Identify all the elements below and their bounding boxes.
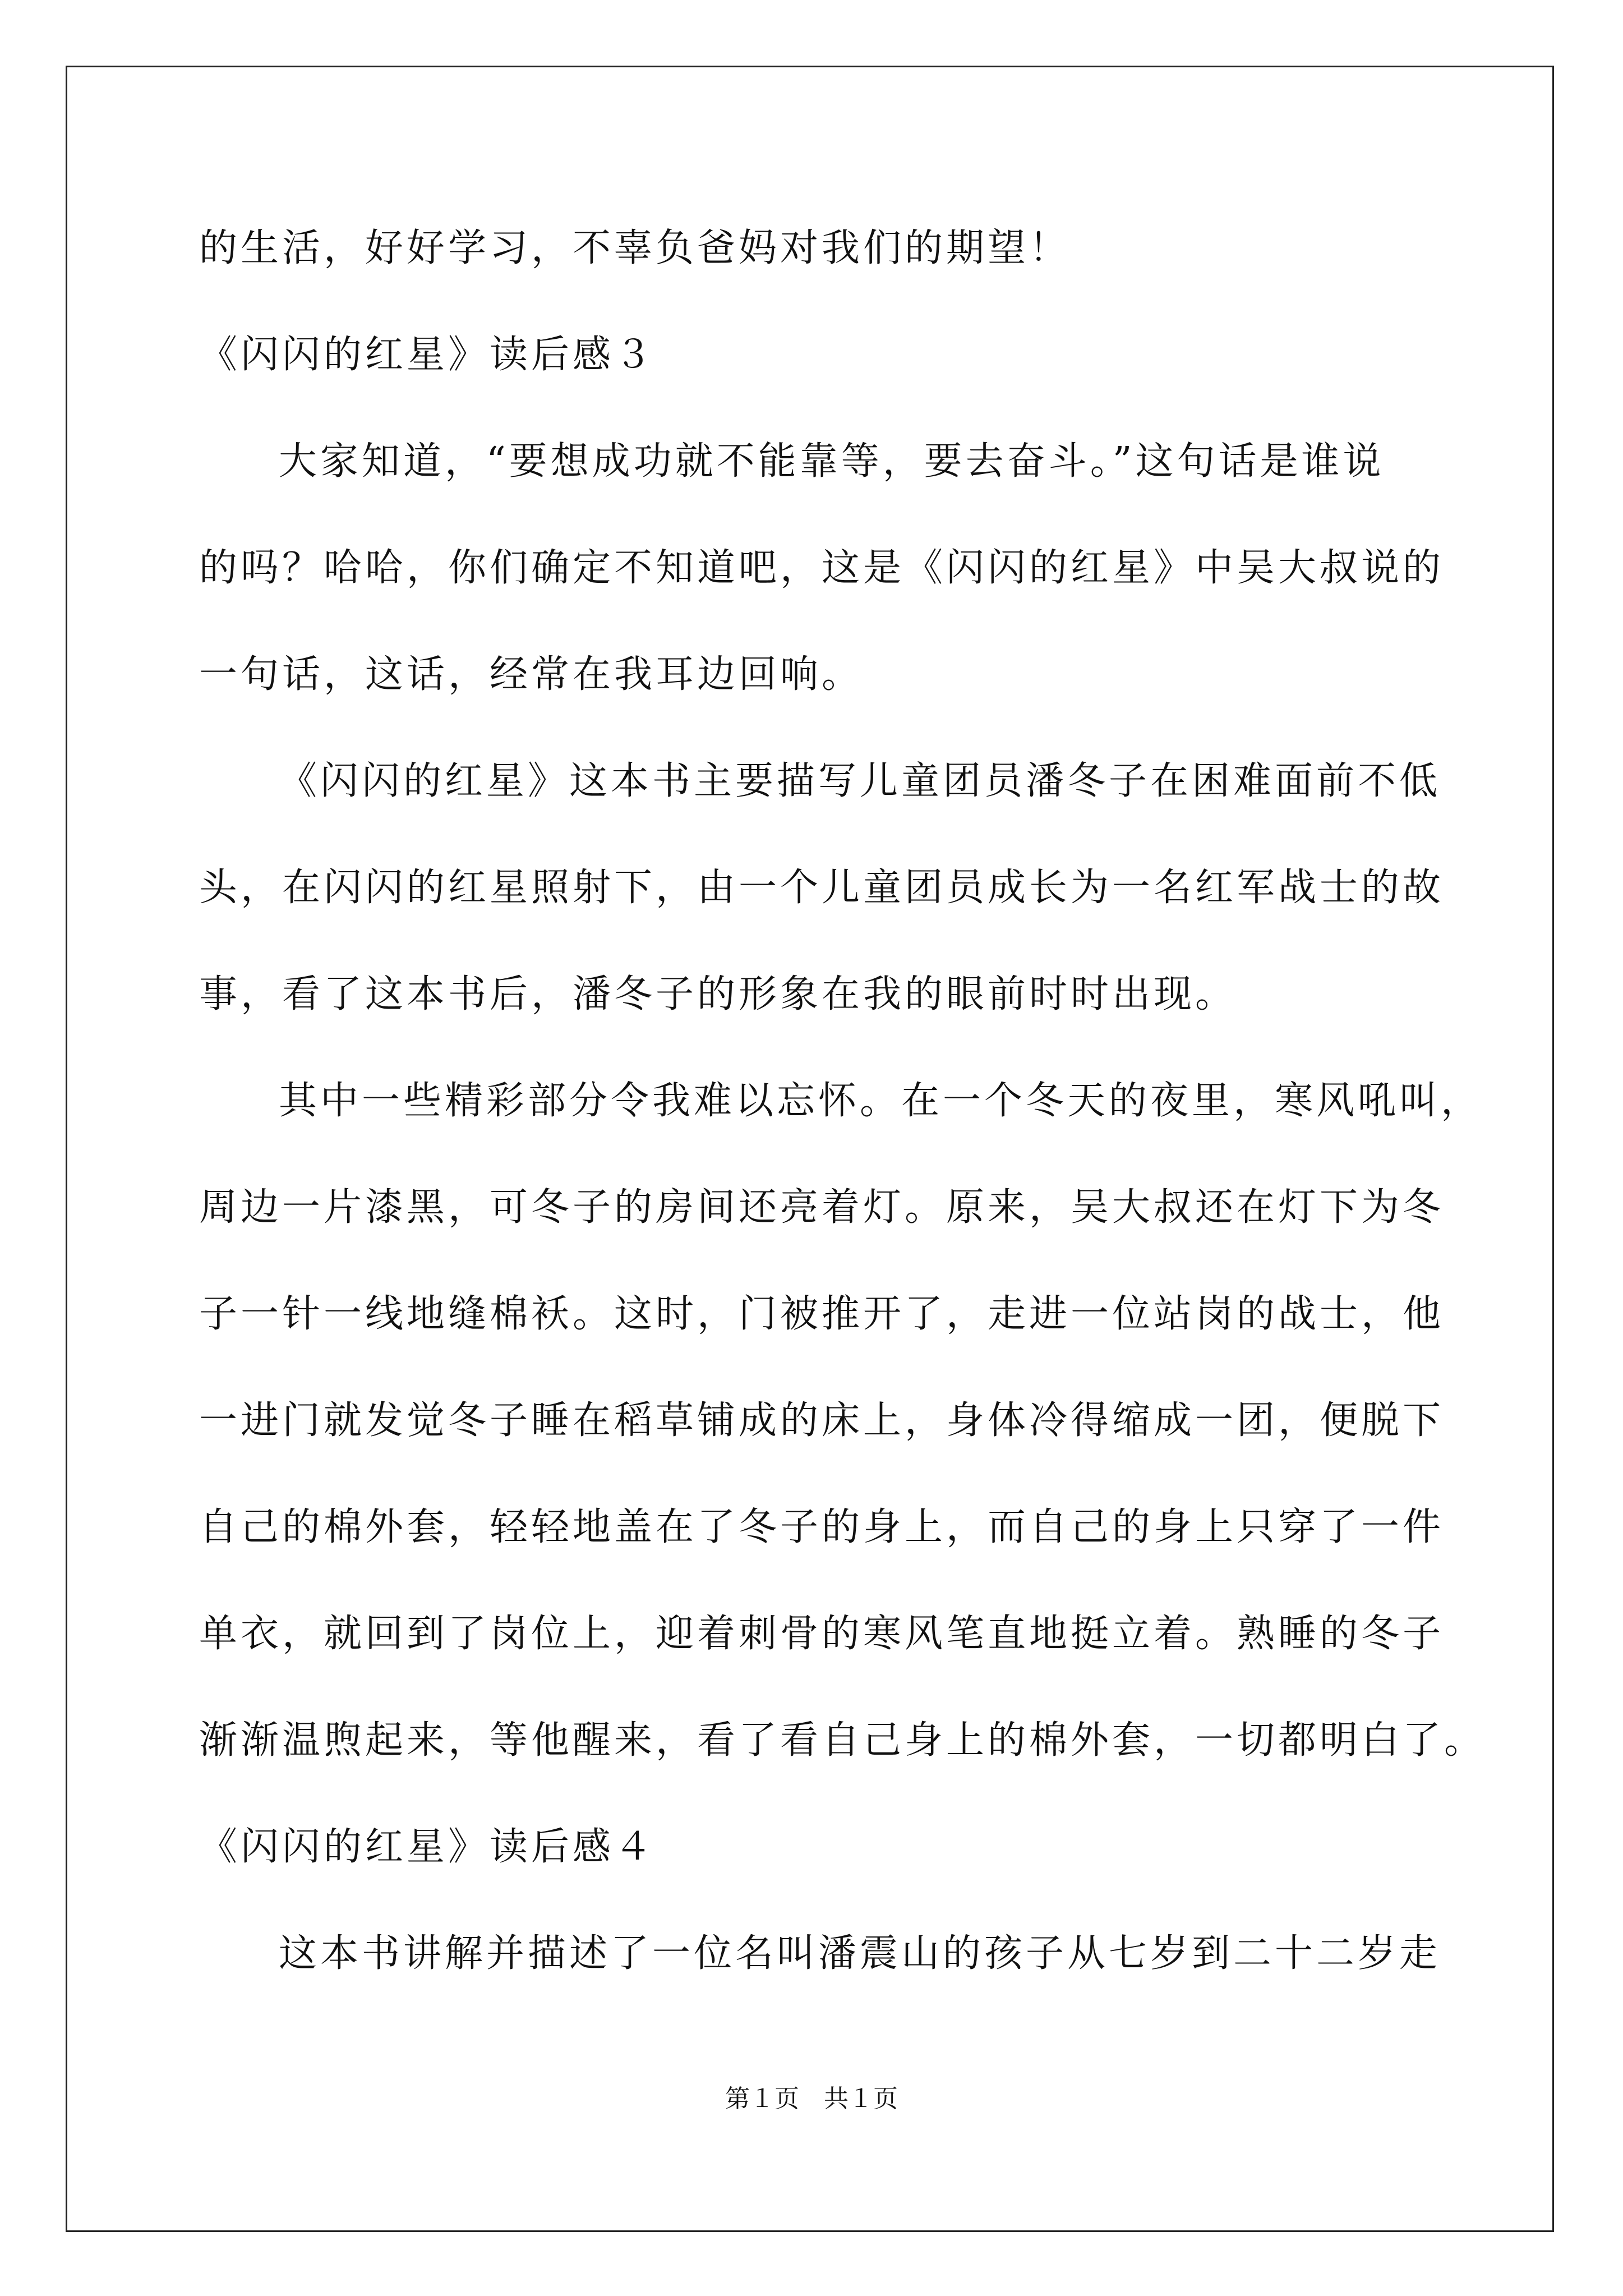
page-footer: 第１页 共１页 — [725, 2085, 898, 2113]
paragraph-line: 大家知道，“要想成功就不能靠等，要去奋斗。”这句话是谁说 — [279, 439, 1385, 484]
paragraph-line: 《闪闪的红星》这本书主要描写儿童团员潘冬子在困难面前不低 — [279, 759, 1441, 803]
section-heading: 《闪闪的红星》读后感３ — [199, 333, 656, 377]
page-border — [66, 66, 1554, 2232]
paragraph-line: 自己的棉外套，轻轻地盖在了冬子的身上，而自己的身上只穿了一件 — [199, 1505, 1445, 1549]
paragraph-line: 周边一片漆黑，可冬子的房间还亮着灯。原来，吴大叔还在灯下为冬 — [199, 1185, 1445, 1230]
paragraph-line: 的生活，好好学习，不辜负爸妈对我们的期望！ — [199, 226, 1071, 270]
paragraph-line: 一进门就发觉冬子睡在稻草铺成的床上，身体冷得缩成一团，便脱下 — [199, 1398, 1445, 1443]
paragraph-line: 子一针一线地缝棉袄。这时，门被推开了，走进一位站岗的战士，他 — [199, 1292, 1445, 1336]
paragraph-line: 这本书讲解并描述了一位名叫潘震山的孩子从七岁到二十二岁走 — [279, 1931, 1441, 1976]
paragraph-line: 其中一些精彩部分令我难以忘怀。在一个冬天的夜里，寒风吼叫， — [279, 1079, 1483, 1123]
paragraph-line: 渐渐温煦起来，等他醒来，看了看自己身上的棉外套，一切都明白了。 — [199, 1718, 1486, 1763]
paragraph-line: 头，在闪闪的红星照射下，由一个儿童团员成长为一名红军战士的故 — [199, 866, 1445, 910]
paragraph-line: 的吗？哈哈，你们确定不知道吧，这是《闪闪的红星》中吴大叔说的 — [199, 546, 1445, 590]
section-heading: 《闪闪的红星》读后感４ — [199, 1825, 656, 1869]
paragraph-line: 一句话，这话，经常在我耳边回响。 — [199, 652, 864, 697]
paragraph-line: 事，看了这本书后，潘冬子的形象在我的眼前时时出现。 — [199, 972, 1237, 1016]
paragraph-line: 单衣，就回到了岗位上，迎着刺骨的寒风笔直地挺立着。熟睡的冬子 — [199, 1612, 1445, 1656]
